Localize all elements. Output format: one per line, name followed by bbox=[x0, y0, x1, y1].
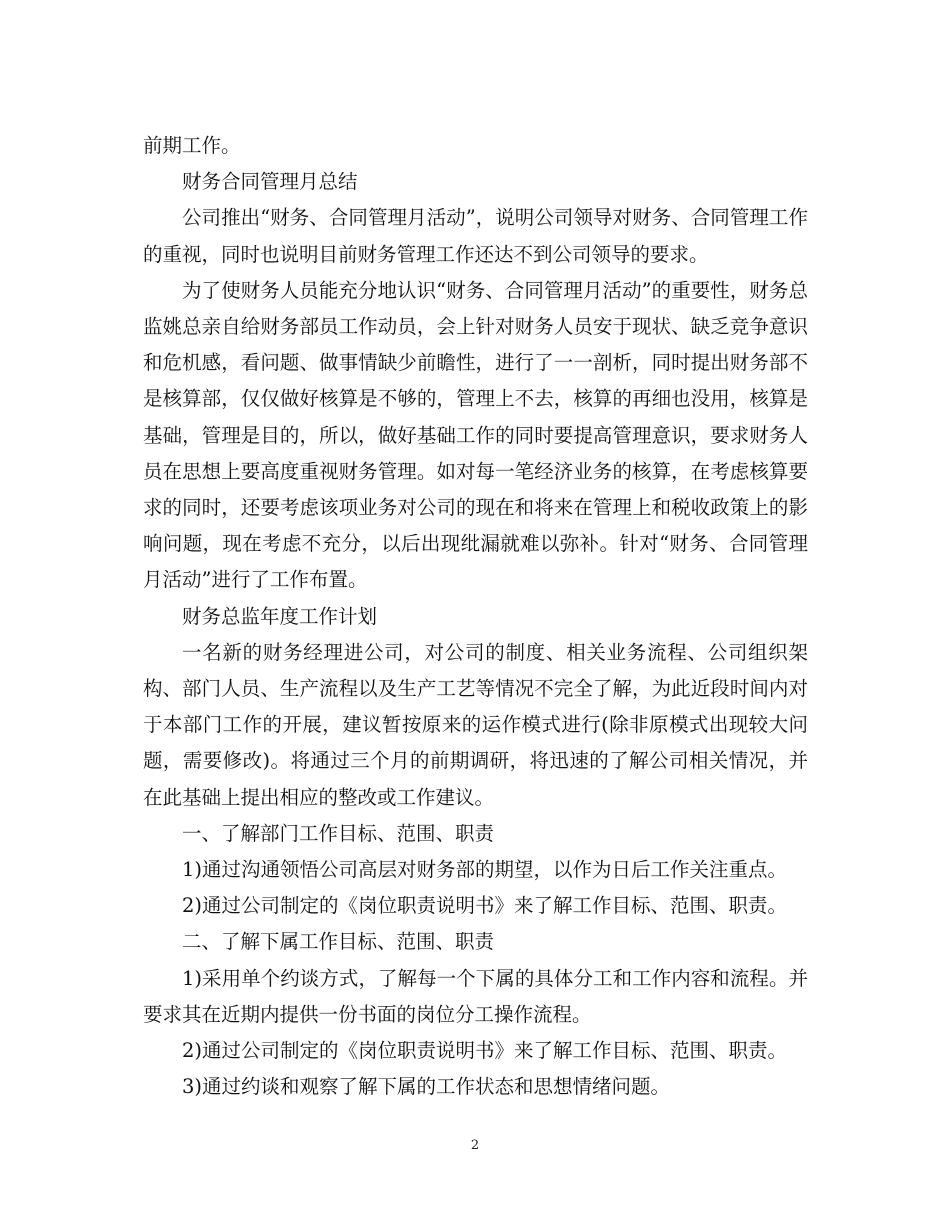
section-heading: 财务合同管理月总结 bbox=[182, 170, 358, 194]
paragraph: 一名新的财务经理进公司，对公司的制度、相关业务流程、公司组织架构、部门人员、生产流程以及生产工艺等情况不完全了解，为此近段时间内对于本部门工作的开展，建议暂按原来的运作模式进行(除非原模式出现较大问题，需要修改)。将通过三个月的前期调研，将迅速的了解公司相关情况，并在此基础上提出相应的整改或工作建议。 bbox=[143, 640, 808, 809]
paragraph: 公司推出“财务、合同管理月活动”，说明公司领导对财务、合同管理工作的重视，同时也说明目前财务管理工作还达不到公司领导的要求。 bbox=[143, 206, 808, 266]
list-item: 2)通过公司制定的《岗位职责说明书》来了解工作目标、范围、职责。 bbox=[182, 1039, 788, 1063]
document-body bbox=[143, 128, 808, 1105]
page-number: 2 bbox=[470, 1138, 480, 1153]
paragraph: 前期工作。 bbox=[143, 134, 241, 157]
list-item: 1)通过沟通领悟公司高层对财务部的期望，以作为日后工作关注重点。 bbox=[182, 858, 788, 882]
list-heading: 二、了解下属工作目标、范围、职责 bbox=[182, 930, 495, 954]
list-heading: 一、了解部门工作目标、范围、职责 bbox=[182, 821, 495, 845]
paragraph: 为了使财务人员能充分地认识“财务、合同管理月活动”的重要性，财务总监姚总亲自给财务部员工作动员，会上针对财务人员安于现状、缺乏竞争意识和危机感，看问题、做事情缺少前瞻性，进行了一一剖析，同时提出财务部不是核算部，仅仅做好核算是不够的，管理上不去，核算的再细也没用，核算是基础，管理是目的，所以，做好基础工作的同时要提高管理意识，要求财务人员在思想上要高度重视财务管理。如对每一笔经济业务的核算，在考虑核算要求的同时，还要考虑该项业务对公司的现在和将来在管理上和税收政策上的影响问题，现在考虑不充分，以后出现纰漏就难以弥补。针对“财务、合同管理月活动”进行了工作布置。 bbox=[143, 278, 808, 592]
list-item: 2)通过公司制定的《岗位职责说明书》来了解工作目标、范围、职责。 bbox=[182, 894, 788, 918]
list-item: 3)通过约谈和观察了解下属的工作状态和思想情绪问题。 bbox=[182, 1075, 671, 1099]
section-heading: 财务总监年度工作计划 bbox=[182, 604, 378, 628]
list-item: 1)采用单个约谈方式，了解每一个下属的具体分工和工作内容和流程。并要求其在近期内提供一份书面的岗位分工操作流程。 bbox=[143, 966, 808, 1026]
